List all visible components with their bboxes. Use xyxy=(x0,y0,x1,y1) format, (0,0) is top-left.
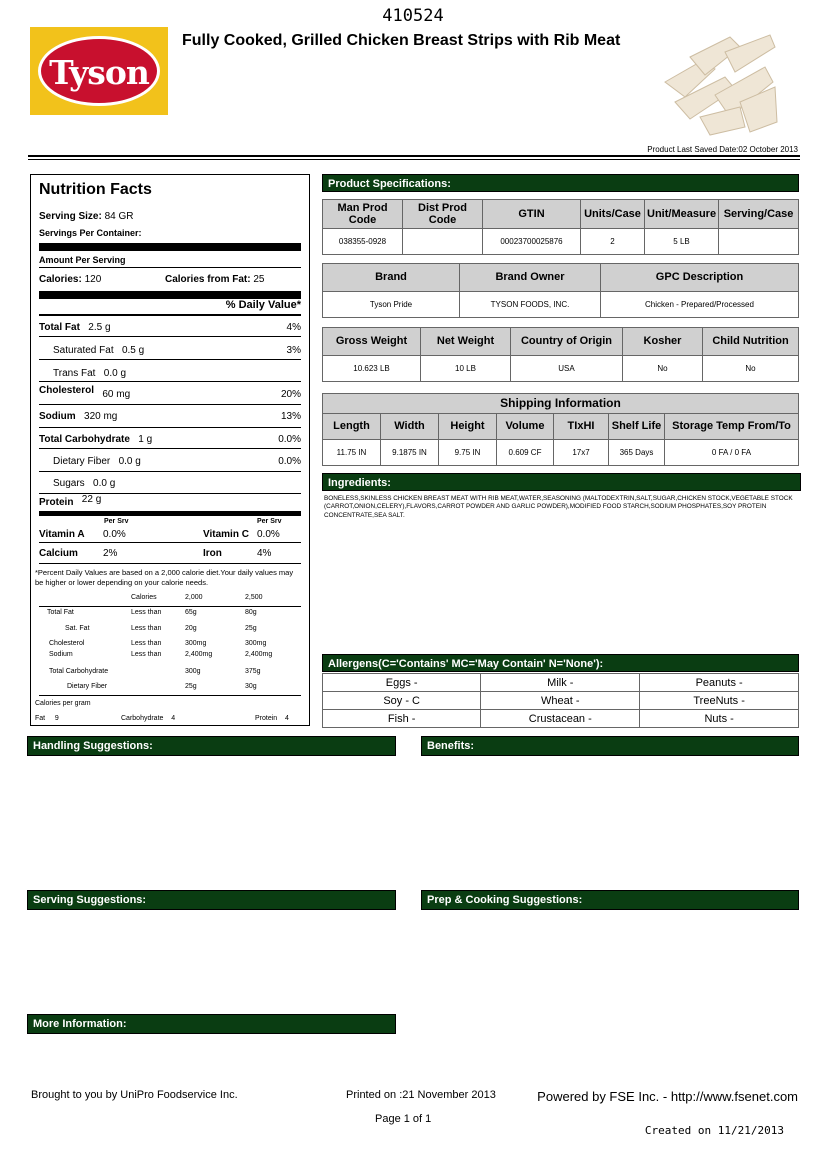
cal-per-gram: Calories per gram xyxy=(35,700,91,707)
nutrient-row xyxy=(39,322,301,333)
per-srv-label: Per Srv xyxy=(257,518,282,525)
rule xyxy=(39,448,301,449)
ingredients-bar: Ingredients: xyxy=(322,473,801,491)
ref-label: Sodium xyxy=(49,651,73,658)
col-header: Unit/Measure xyxy=(645,200,719,229)
nutrient-label: Total Fat xyxy=(39,322,80,333)
serving-size-value: 84 GR xyxy=(104,211,134,222)
nutrient-value: 1 g xyxy=(138,434,153,445)
ref-2000: 300g xyxy=(185,668,201,675)
cell: 038355-0928 xyxy=(323,229,403,255)
allergen-cell: Peanuts - xyxy=(640,674,799,692)
cal-fat-label: Calories from Fat: xyxy=(165,274,251,285)
footer-powered: Powered by FSE Inc. - http://www.fsenet.com xyxy=(537,1089,798,1104)
mineral-row xyxy=(39,548,301,559)
ref-qualifier: Less than xyxy=(131,640,162,647)
carb-value: 4 xyxy=(171,715,176,722)
col-header: Man Prod Code xyxy=(323,200,403,229)
vitamin-a-value: 0.0% xyxy=(103,529,126,540)
ref-label: Total Carbohydrate xyxy=(49,668,109,675)
col-header: Width xyxy=(381,414,439,440)
cell: 9.1875 IN xyxy=(381,440,439,466)
cal-fat-value: 25 xyxy=(253,274,265,285)
nutrition-facts-panel xyxy=(30,174,310,726)
rule xyxy=(39,314,301,316)
spec-table-codes xyxy=(322,199,799,255)
allergen-cell: Soy - C xyxy=(323,692,481,710)
ref-2500: 25g xyxy=(245,625,257,632)
col-header: Storage Temp From/To xyxy=(665,414,799,440)
cell: No xyxy=(703,356,799,382)
rule xyxy=(39,542,301,543)
serving-size-label: Serving Size: xyxy=(39,211,102,222)
thick-rule xyxy=(39,291,301,299)
nutrient-dv: 0.0% xyxy=(278,456,301,467)
ref-header-2500: 2,500 xyxy=(245,594,263,601)
rule xyxy=(39,695,301,696)
rule xyxy=(39,267,301,268)
item-number: 410524 xyxy=(382,6,444,26)
footer-created: Created on 11/21/2013 xyxy=(644,1124,784,1137)
cal-fat-row xyxy=(165,274,264,285)
cell: 17x7 xyxy=(554,440,609,466)
ref-2500: 300mg xyxy=(245,640,267,647)
nutrient-row xyxy=(39,478,301,489)
calcium-value: 2% xyxy=(103,548,118,559)
calcium-label: Calcium xyxy=(39,548,78,559)
cell: TYSON FOODS, INC. xyxy=(460,292,601,318)
more-info-bar: More Information: xyxy=(27,1014,396,1034)
allergen-cell: Crustacean - xyxy=(481,710,640,728)
cell xyxy=(403,229,483,255)
col-header: Brand xyxy=(323,264,460,292)
col-header: Kosher xyxy=(623,328,703,356)
nutrient-dv: 4% xyxy=(286,322,301,333)
vitamin-c-value: 0.0% xyxy=(257,529,280,540)
ref-header-2000: 2,000 xyxy=(185,594,203,601)
amount-per-serving: Amount Per Serving xyxy=(39,255,126,265)
col-header: Gross Weight xyxy=(323,328,421,356)
daily-value-header: % Daily Value* xyxy=(225,299,301,311)
allergen-cell: Eggs - xyxy=(323,674,481,692)
shipping-title: Shipping Information xyxy=(323,394,799,414)
col-header: GPC Description xyxy=(601,264,799,292)
nutrition-title: Nutrition Facts xyxy=(39,181,152,198)
spec-table-shipping xyxy=(322,393,799,466)
ref-2000: 20g xyxy=(185,625,197,632)
servings-per-container: Servings Per Container: xyxy=(39,228,142,238)
dv-footnote: *Percent Daily Values are based on a 2,000 calorie diet.Your daily values may be higher or lower depending on your calorie needs. xyxy=(35,568,294,587)
ref-2500: 375g xyxy=(245,668,261,675)
ref-2000: 2,400mg xyxy=(185,651,213,658)
footer-page: Page 1 of 1 xyxy=(375,1113,432,1125)
col-header: Child Nutrition xyxy=(703,328,799,356)
chicken-strips-image xyxy=(655,27,785,139)
col-header: Length xyxy=(323,414,381,440)
nutrient-value: 60 mg xyxy=(102,389,131,400)
ref-header-calories: Calories xyxy=(131,594,157,601)
cell: 2 xyxy=(581,229,645,255)
nutrient-value: 22 g xyxy=(81,494,102,505)
rule xyxy=(39,471,301,472)
nutrient-row xyxy=(39,434,301,445)
cell xyxy=(719,229,799,255)
nutrient-value: 0.0 g xyxy=(118,456,141,467)
nutrient-label: Trans Fat xyxy=(53,368,96,379)
nutrient-value: 0.0 g xyxy=(93,478,116,489)
calories-value: 120 xyxy=(84,274,102,285)
serving-size xyxy=(39,211,301,222)
nutrient-row xyxy=(39,368,301,379)
carb-label: Carbohydrate xyxy=(121,715,164,722)
footer-brought: Brought to you by UniPro Foodservice Inc. xyxy=(31,1089,238,1101)
nutrient-label: Dietary Fiber xyxy=(53,456,111,467)
prep-bar: Prep & Cooking Suggestions: xyxy=(421,890,799,910)
cell: 9.75 IN xyxy=(439,440,497,466)
thick-rule xyxy=(39,511,301,516)
nutrient-label: Saturated Fat xyxy=(53,345,114,356)
rule xyxy=(39,606,301,607)
allergen-cell: Wheat - xyxy=(481,692,640,710)
col-header: Country of Origin xyxy=(511,328,623,356)
cell: 10.623 LB xyxy=(323,356,421,382)
allergens-bar: Allergens(C='Contains' MC='May Contain' N='None'): xyxy=(322,654,799,672)
rule xyxy=(39,493,301,494)
vitamin-c-label: Vitamin C xyxy=(203,529,249,540)
ref-row xyxy=(47,609,74,616)
nutrient-value: 0.0 g xyxy=(103,368,127,379)
col-header: Units/Case xyxy=(581,200,645,229)
protein-value: 4 xyxy=(284,715,289,722)
nutrient-label: Protein xyxy=(39,497,74,508)
fat-value: 9 xyxy=(54,715,59,722)
allergen-cell: Nuts - xyxy=(640,710,799,728)
cell: 0 FA / 0 FA xyxy=(665,440,799,466)
nutrient-dv: 13% xyxy=(280,411,301,422)
carb-per-gram xyxy=(121,715,175,722)
col-header: GTIN xyxy=(483,200,581,229)
iron-value: 4% xyxy=(257,548,272,559)
cell: 00023700025876 xyxy=(483,229,581,255)
logo-text: Tyson xyxy=(49,53,149,92)
nutrient-value: 2.5 g xyxy=(88,322,111,333)
vitamin-a-label: Vitamin A xyxy=(39,529,85,540)
ref-qualifier: Less than xyxy=(131,609,162,616)
nutrient-value: 0.5 g xyxy=(121,345,145,356)
ref-2500: 80g xyxy=(245,609,257,616)
nutrient-label: Total Carbohydrate xyxy=(39,434,130,445)
protein-label: Protein xyxy=(255,715,278,722)
iron-label: Iron xyxy=(203,548,222,559)
product-specs-bar: Product Specifications: xyxy=(322,174,799,192)
col-header: Height xyxy=(439,414,497,440)
serving-bar: Serving Suggestions: xyxy=(27,890,396,910)
header-rule xyxy=(28,155,800,157)
ingredients-text: BONELESS,SKINLESS CHICKEN BREAST MEAT WITH RIB MEAT,WATER,SEASONING (MALTODEXTRIN,SALT,SUGAR,CHICKEN STOCK,VEGETABLE STOCK (CARROT,ONION,CELERY),FLAVORS,CARROT POWDER AND GARLIC POWDER),MODIFIED FOOD STARCH,SODIUM PHOSPHATES,SOY PROTEIN CONCENTRATE,SEA SALT. xyxy=(324,495,793,519)
col-header: Net Weight xyxy=(421,328,511,356)
ref-2000: 65g xyxy=(185,609,197,616)
nutrient-dv: 20% xyxy=(280,389,301,400)
rule xyxy=(39,381,301,382)
allergen-cell: Milk - xyxy=(481,674,640,692)
nutrient-row xyxy=(39,494,301,508)
thick-rule xyxy=(39,243,301,251)
protein-per-gram xyxy=(255,715,289,722)
ref-2000: 300mg xyxy=(185,640,207,647)
col-header: Brand Owner xyxy=(460,264,601,292)
ref-2500: 2,400mg xyxy=(245,651,273,658)
ref-2500: 30g xyxy=(245,683,257,690)
nutrient-label: Sodium xyxy=(39,411,76,422)
col-header: Dist Prod Code xyxy=(403,200,483,229)
cell: No xyxy=(623,356,703,382)
ref-label: Total Fat xyxy=(47,609,74,616)
nutrient-label: Sugars xyxy=(53,478,85,489)
ref-2000: 25g xyxy=(185,683,197,690)
cell: USA xyxy=(511,356,623,382)
footer-printed: Printed on :21 November 2013 xyxy=(346,1089,496,1101)
rule xyxy=(39,563,301,564)
spec-table-brand xyxy=(322,263,799,318)
calories-label: Calories: xyxy=(39,274,82,285)
cell: 11.75 IN xyxy=(323,440,381,466)
ref-qualifier: Less than xyxy=(131,625,162,632)
benefits-bar: Benefits: xyxy=(421,736,799,756)
per-srv-label: Per Srv xyxy=(104,518,129,525)
allergen-cell: Fish - xyxy=(323,710,481,728)
nutrient-dv: 0.0% xyxy=(278,434,301,445)
rule xyxy=(39,427,301,428)
nutrient-row xyxy=(39,385,301,400)
ref-qualifier: Less than xyxy=(131,651,162,658)
cell: Tyson Pride xyxy=(323,292,460,318)
handling-bar: Handling Suggestions: xyxy=(27,736,396,756)
ref-label: Dietary Fiber xyxy=(67,683,108,690)
saved-date: Product Last Saved Date:02 October 2013 xyxy=(647,145,798,154)
fat-per-gram xyxy=(35,715,59,722)
cell: Chicken - Prepared/Processed xyxy=(601,292,799,318)
col-header: TIxHI xyxy=(554,414,609,440)
rule xyxy=(39,359,301,360)
nutrient-value: 320 mg xyxy=(84,411,118,422)
col-header: Serving/Case xyxy=(719,200,799,229)
allergen-cell: TreeNuts - xyxy=(640,692,799,710)
ref-label: Cholesterol xyxy=(49,640,85,647)
rule xyxy=(39,404,301,405)
nutrient-row xyxy=(39,411,301,422)
rule xyxy=(39,336,301,337)
cell: 5 LB xyxy=(645,229,719,255)
vitamin-row xyxy=(39,529,301,540)
col-header: Volume xyxy=(497,414,554,440)
nutrient-row xyxy=(39,456,301,467)
cell: 365 Days xyxy=(609,440,665,466)
ref-label: Sat. Fat xyxy=(65,625,90,632)
cell: 10 LB xyxy=(421,356,511,382)
fat-label: Fat xyxy=(35,715,46,722)
tyson-logo xyxy=(30,27,168,115)
nutrient-dv: 3% xyxy=(286,345,301,356)
col-header: Shelf Life xyxy=(609,414,665,440)
nutrient-row xyxy=(39,345,301,356)
nutrient-label: Cholesterol xyxy=(39,385,95,396)
spec-table-weight xyxy=(322,327,799,382)
cell: 0.609 CF xyxy=(497,440,554,466)
allergens-table xyxy=(322,673,799,728)
header-rule xyxy=(28,159,800,160)
product-title: Fully Cooked, Grilled Chicken Breast Strips with Rib Meat xyxy=(182,32,621,49)
